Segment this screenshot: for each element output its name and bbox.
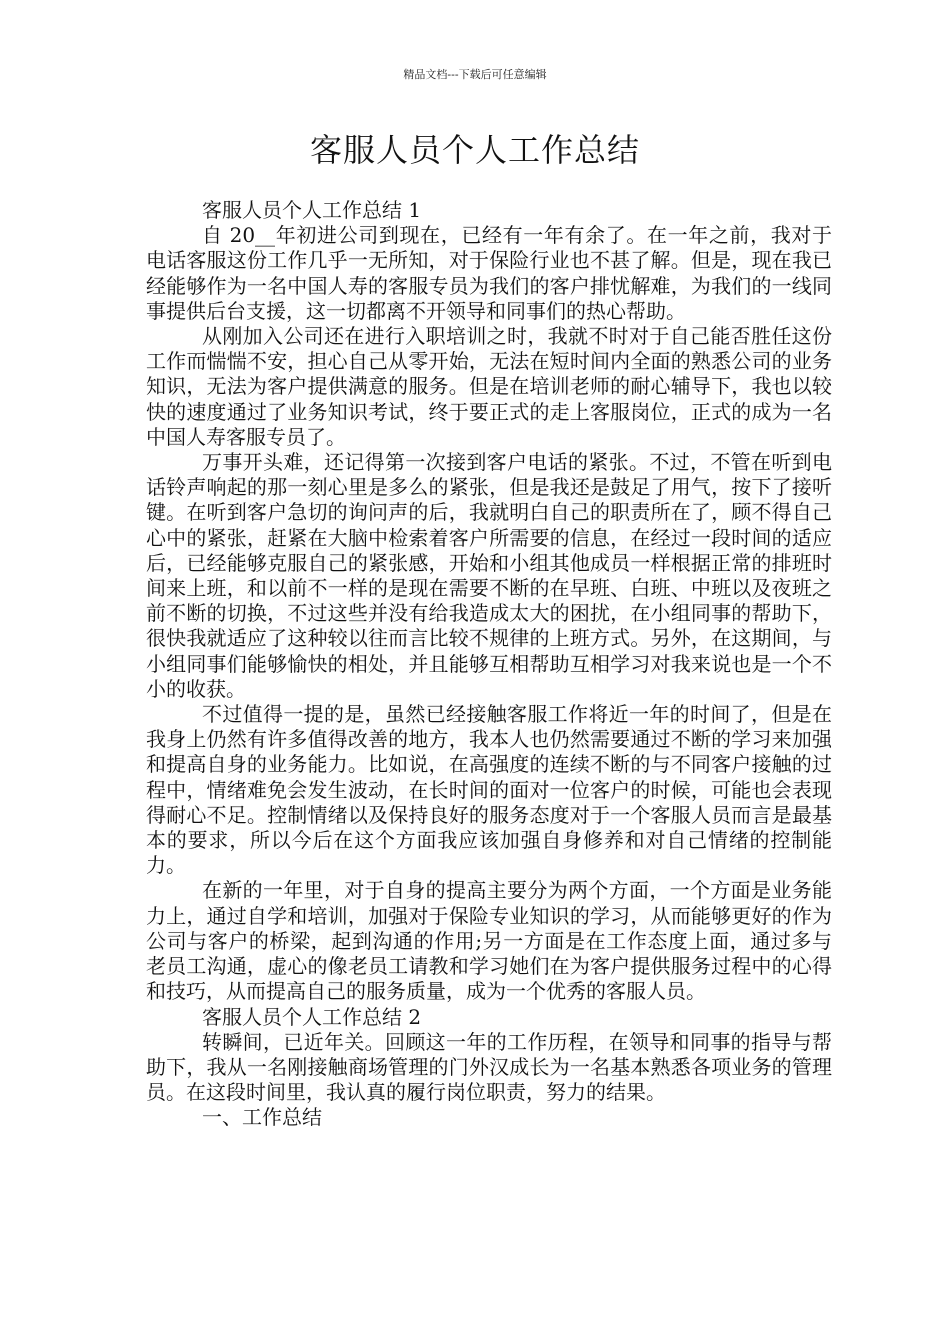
paragraph: 不过值得一提的是，虽然已经接触客服工作将近一年的时间了，但是在我身上仍然有许多值得改善的地方，我本人也仍然需要通过不断的学习来加强和提高自身的业务能力。比如说，在高强度的连续不断的与不同客户接触的过程中，情绪难免会发生波动，在长时间的面对一位客户的时候，可能也会表现得耐心不足。控制情绪以及保持良好的服务态度对于一个客服人员而言是最基本的要求，所以今后在这个方面我应该加强自身修养和对自己情绪的控制能力。: [146, 702, 832, 878]
subsection-heading: 一、工作总结: [202, 1105, 322, 1130]
paragraph: 转瞬间，已近年关。回顾这一年的工作历程，在领导和同事的指导与帮助下，我从一名刚接触商场管理的门外汉成长为一名基本熟悉各项业务的管理员。在这段时间里，我认真的履行岗位职责，努力的结果。: [146, 1029, 832, 1105]
paragraph: 自 20__年初进公司到现在，已经有一年有余了。在一年之前，我对于电话客服这份工作几乎一无所知，对于保险行业也不甚了解。但是，现在我已经能够作为一名中国人寿的客服专员为我们的客户排忧解难，为我们的一线同事提供后台支援，这一切都离不开领导和同事们的热心帮助。: [146, 223, 832, 323]
section-heading-2: 客服人员个人工作总结 2: [202, 1004, 422, 1029]
paragraph: 万事开头难，还记得第一次接到客户电话的紧张。不过，不管在听到电话铃声响起的那一刻心里是多么的紧张，但是我还是鼓足了用气，按下了接听键。在听到客户急切的询问声的后，我就明白自己的职责所在了，顾不得自己心中的紧张，赶紧在大脑中检索着客户所需要的信息，在经过一段时间的适应后，已经能够克服自己的紧张感，开始和小组其他成员一样根据正常的排班时间来上班，和以前不一样的是现在需要不断的在早班、白班、中班以及夜班之前不断的切换，不过这些并没有给我造成太大的困扰，在小组同事的帮助下，很快我就适应了这种较以往而言比较不规律的上班方式。另外，在这期间，与小组同事们能够愉快的相处，并且能够互相帮助互相学习对我来说也是一个不小的收获。: [146, 450, 832, 701]
paragraph: 从刚加入公司还在进行入职培训之时，我就不时对于自己能否胜任这份工作而惴惴不安，担心自己从零开始，无法在短时间内全面的熟悉公司的业务知识，无法为客户提供满意的服务。但是在培训老师的耐心辅导下，我也以较快的速度通过了业务知识考试，终于要正式的走上客服岗位，正式的成为一名中国人寿客服专员了。: [146, 324, 832, 449]
section-heading-1: 客服人员个人工作总结 1: [202, 198, 422, 222]
document-title: 客服人员个人工作总结: [309, 131, 640, 169]
page-header: 精品文档---下载后可任意编辑: [403, 68, 547, 81]
paragraph: 在新的一年里，对于自身的提高主要分为两个方面，一个方面是业务能力上，通过自学和培训，加强对于保险专业知识的学习，从而能够更好的作为公司与客户的桥梁，起到沟通的作用;另一方面是在工作态度上面，通过多与老员工沟通，虚心的像老员工请教和学习她们在为客户提供服务过程中的心得和技巧，从而提高自己的服务质量，成为一个优秀的客服人员。: [146, 878, 832, 1004]
document-body: [146, 198, 832, 1131]
